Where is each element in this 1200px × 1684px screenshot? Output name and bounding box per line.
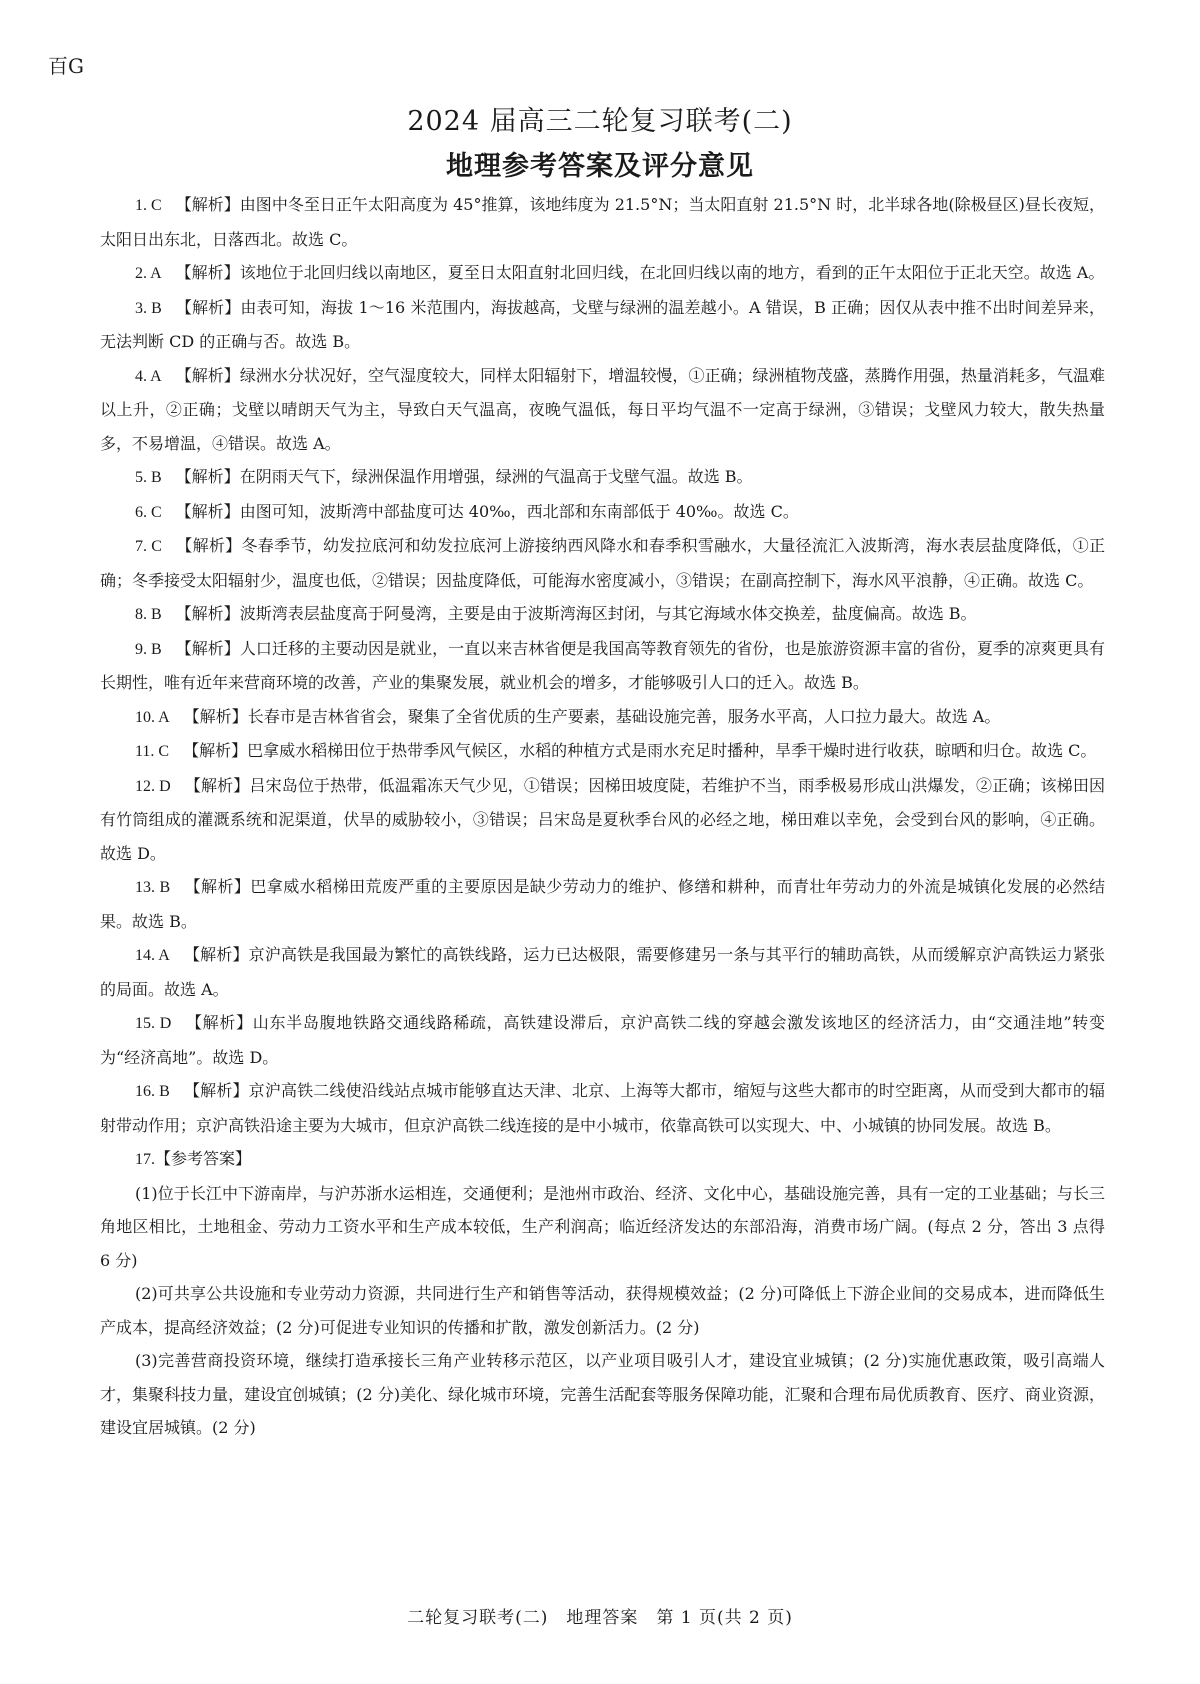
- answer-number: 7. C: [135, 538, 162, 555]
- answer-tag: 【解析】: [184, 877, 251, 896]
- answer-tag: 【解析】: [175, 365, 240, 385]
- answer-number: 3. B: [135, 299, 162, 317]
- answer-text: 该地位于北回归线以南地区，夏至日太阳直射北回归线，在北回归线以南的地方，看到的正午太阳位于正北天空。故选 A。: [239, 263, 1105, 282]
- answer-item: [100, 734, 1105, 769]
- answer-text: 人口迁移的主要动因是就业，一直以来吉林省便是我国高等教育领先的省份，也是旅游资源丰富的省份，夏季的凉爽更具有长期性，唯有近年来营商环境的改善，产业的集聚发展，就业机会的增多，才能够吸引人口的迁入。故选 B。: [100, 638, 1105, 692]
- answer-item: [100, 495, 1105, 530]
- answer-tag: 【解析】: [175, 263, 240, 282]
- answer-item: [100, 460, 1105, 495]
- answer-text: 吕宋岛位于热带，低温霜冻天气少见，①错误；因梯田坡度陡，若维护不当，雨季极易形成山洪爆发，②正确；该梯田因有竹筒组成的灌溉系统和泥渠道，伏旱的威胁较小，③错误；吕宋岛是夏秋季台风的必经之地，梯田难以幸免，会受到台风的影响，④正确。故选 D。: [100, 775, 1105, 863]
- answer-text: 在阴雨天气下，绿洲保温作用增强，绿洲的气温高于戈壁气温。故选 B。: [239, 467, 753, 486]
- answer-item: [100, 1142, 1105, 1177]
- answer-text: 波斯湾表层盐度高于阿曼湾，主要是由于波斯湾海区封闭，与其它海域水体交换差，盐度偏高。故选 B。: [239, 604, 977, 623]
- answer-text: 绿洲水分状况好，空气湿度较大，同样太阳辐射下，增温较慢，①正确；绿洲植物茂盛，蒸腾作用强，热量消耗多，气温难以上升，②正确；戈壁以晴朗天气为主，导致白天气温高，夜晚气温低，每日平均气温不一定高于绿洲，③错误；戈壁风力较大，散失热量多，不易增温，④错误。故选 A。: [100, 365, 1105, 453]
- answer-number: 9. B: [135, 640, 162, 658]
- answer-tag: 【解析】: [175, 638, 240, 658]
- q17-part-2: (2)可共享公共设施和专业劳动力资源，共同进行生产和销售等活动，获得规模效益；(2 分)可降低上下游企业间的交易成本，进而降低生产成本，提高经济效益；(2 分)可促进专业知识的传播和扩散，激发创新活力。(2 分): [100, 1284, 1105, 1337]
- answer-number: 5. B: [135, 469, 162, 486]
- answer-tag: 【解析】: [184, 775, 250, 795]
- answer-tag: 【解析】: [175, 501, 240, 521]
- answer-item: [100, 597, 1105, 632]
- answer-text: 京沪高铁二线使沿线站点城市能够直达天津、北京、上海等大都市，缩短与这些大都市的时空距离，从而受到大都市的辐射带动作用；京沪高铁沿途主要为大城市，但京沪高铁二线连接的是中小城市，依靠高铁可以实现大、中、小城镇的协同发展。故选 B。: [100, 1081, 1105, 1135]
- answer-number: 11. C: [135, 743, 170, 760]
- answer-item: [100, 188, 1105, 256]
- page-footer: 二轮复习联考(二) 地理答案 第 1 页(共 2 页): [407, 1608, 793, 1628]
- answer-text: 由图中冬至日正午太阳高度为 45°推算，该地纬度为 21.5°N；当太阳直射 21.5°N 时，北半球各地(除极昼区)昼长夜短，太阳日出东北，日落西北。故选 C。: [100, 195, 1105, 249]
- answer-text: 由表可知，海拔 1～16 米范围内，海拔越高，戈壁与绿洲的温差越小。A 错误，B 正确；因仅从表中推不出时间差异来，无法判断 CD 的正确与否。故选 B。: [100, 297, 1105, 351]
- answer-item: [100, 700, 1105, 735]
- answer-item: [100, 632, 1105, 700]
- answer-number: 17.: [135, 1151, 155, 1168]
- answer-tag: 【解析】: [183, 706, 248, 726]
- answer-text: 京沪高铁是我国最为繁忙的高铁线路，运力已达极限，需要修建另一条与其平行的辅助高铁，从而缓解京沪高铁运力紧张的局面。故选 A。: [100, 945, 1105, 999]
- answer-item: [100, 359, 1105, 461]
- answer-number: 16. B: [135, 1083, 170, 1100]
- answer-tag: 【参考答案】: [155, 1149, 252, 1168]
- answer-text: 由图可知，波斯湾中部盐度可达 40‰，西北部和东南部低于 40‰。故选 C。: [239, 501, 799, 521]
- answer-tag: 【解析】: [183, 1081, 249, 1100]
- answer-item: [100, 938, 1105, 1006]
- publisher-logo: 百G: [48, 54, 84, 78]
- answer-tag: 【解析】: [175, 604, 240, 623]
- answer-number: 13. B: [135, 879, 171, 896]
- q17-part-1: (1)位于长江中下游南岸，与沪苏浙水运相连，交通便利；是池州市政治、经济、文化中心，基础设施完善，具有一定的工业基础；与长三角地区相比，土地租金、劳动力工资水平和生产成本较低，生产利润高；临近经济发达的东部沿海，消费市场广阔。(每点 2 分，答出 3 点得 6 分): [100, 1183, 1105, 1270]
- answer-number: 12. D: [135, 777, 171, 795]
- answer-number: 6. C: [135, 503, 162, 521]
- answer-item: [100, 1074, 1105, 1142]
- answer-item: [100, 256, 1105, 291]
- page-subtitle: 地理参考答案及评分意见: [446, 151, 754, 182]
- answer-tag: 【解析】: [175, 297, 241, 317]
- answer-tag: 【解析】: [185, 1013, 253, 1032]
- answer-number: 14. A: [135, 947, 170, 964]
- answer-number: 2. A: [135, 265, 162, 282]
- answer-item: [100, 529, 1105, 597]
- answer-tag: 【解析】: [175, 195, 240, 214]
- answer-number: 4. A: [135, 367, 162, 385]
- answer-tag: 【解析】: [183, 945, 249, 964]
- answer-tag: 【解析】: [175, 467, 240, 486]
- answer-list: [100, 188, 1105, 1445]
- answer-number: 8. B: [135, 606, 162, 623]
- answer-number: 10. A: [135, 708, 170, 726]
- answer-text: 长春市是吉林省省会，聚集了全省优质的生产要素，基础设施完善，服务水平高，人口拉力最大。故选 A。: [247, 706, 1001, 726]
- answer-tag: 【解析】: [183, 741, 248, 760]
- answer-item: [100, 1006, 1105, 1074]
- page-title: 2024 届高三二轮复习联考(二): [407, 106, 793, 137]
- answer-number: 15. D: [135, 1015, 172, 1032]
- answer-text: 山东半岛腹地铁路交通线路稀疏，高铁建设滞后，京沪高铁二线的穿越会激发该地区的经济活力，由“交通洼地”转变为“经济高地”。故选 D。: [100, 1013, 1105, 1067]
- answer-text: 巴拿威水稻梯田荒废严重的主要原因是缺少劳动力的维护、修缮和耕种，而青壮年劳动力的外流是城镇化发展的必然结果。故选 B。: [100, 877, 1105, 931]
- answer-number: 1. C: [135, 197, 162, 214]
- answer-item: [100, 870, 1105, 938]
- answer-text: 巴拿威水稻梯田位于热带季风气候区，水稻的种植方式是雨水充足时播种，旱季干燥时进行收获，晾晒和归仓。故选 C。: [247, 741, 1097, 760]
- answer-tag: 【解析】: [175, 536, 242, 555]
- answer-item: [100, 291, 1105, 359]
- answer-text: 冬春季节，幼发拉底河和幼发拉底河上游接纳西风降水和春季积雪融水，大量径流汇入波斯湾，海水表层盐度降低，①正确；冬季接受太阳辐射少，温度也低，②错误；因盐度降低，可能海水密度减小，③错误；在副高控制下，海水风平浪静，④正确。故选 C。: [100, 536, 1105, 590]
- answer-item: [100, 769, 1105, 871]
- q17-part-3: (3)完善营商投资环境，继续打造承接长三角产业转移示范区，以产业项目吸引人才，建设宜业城镇；(2 分)实施优惠政策，吸引高端人才，集聚科技力量，建设宜创城镇；(2 分)美化、绿化城市环境，完善生活配套等服务保障功能，汇聚和合理布局优质教育、医疗、商业资源，建设宜居城镇。(2 分): [100, 1351, 1105, 1437]
